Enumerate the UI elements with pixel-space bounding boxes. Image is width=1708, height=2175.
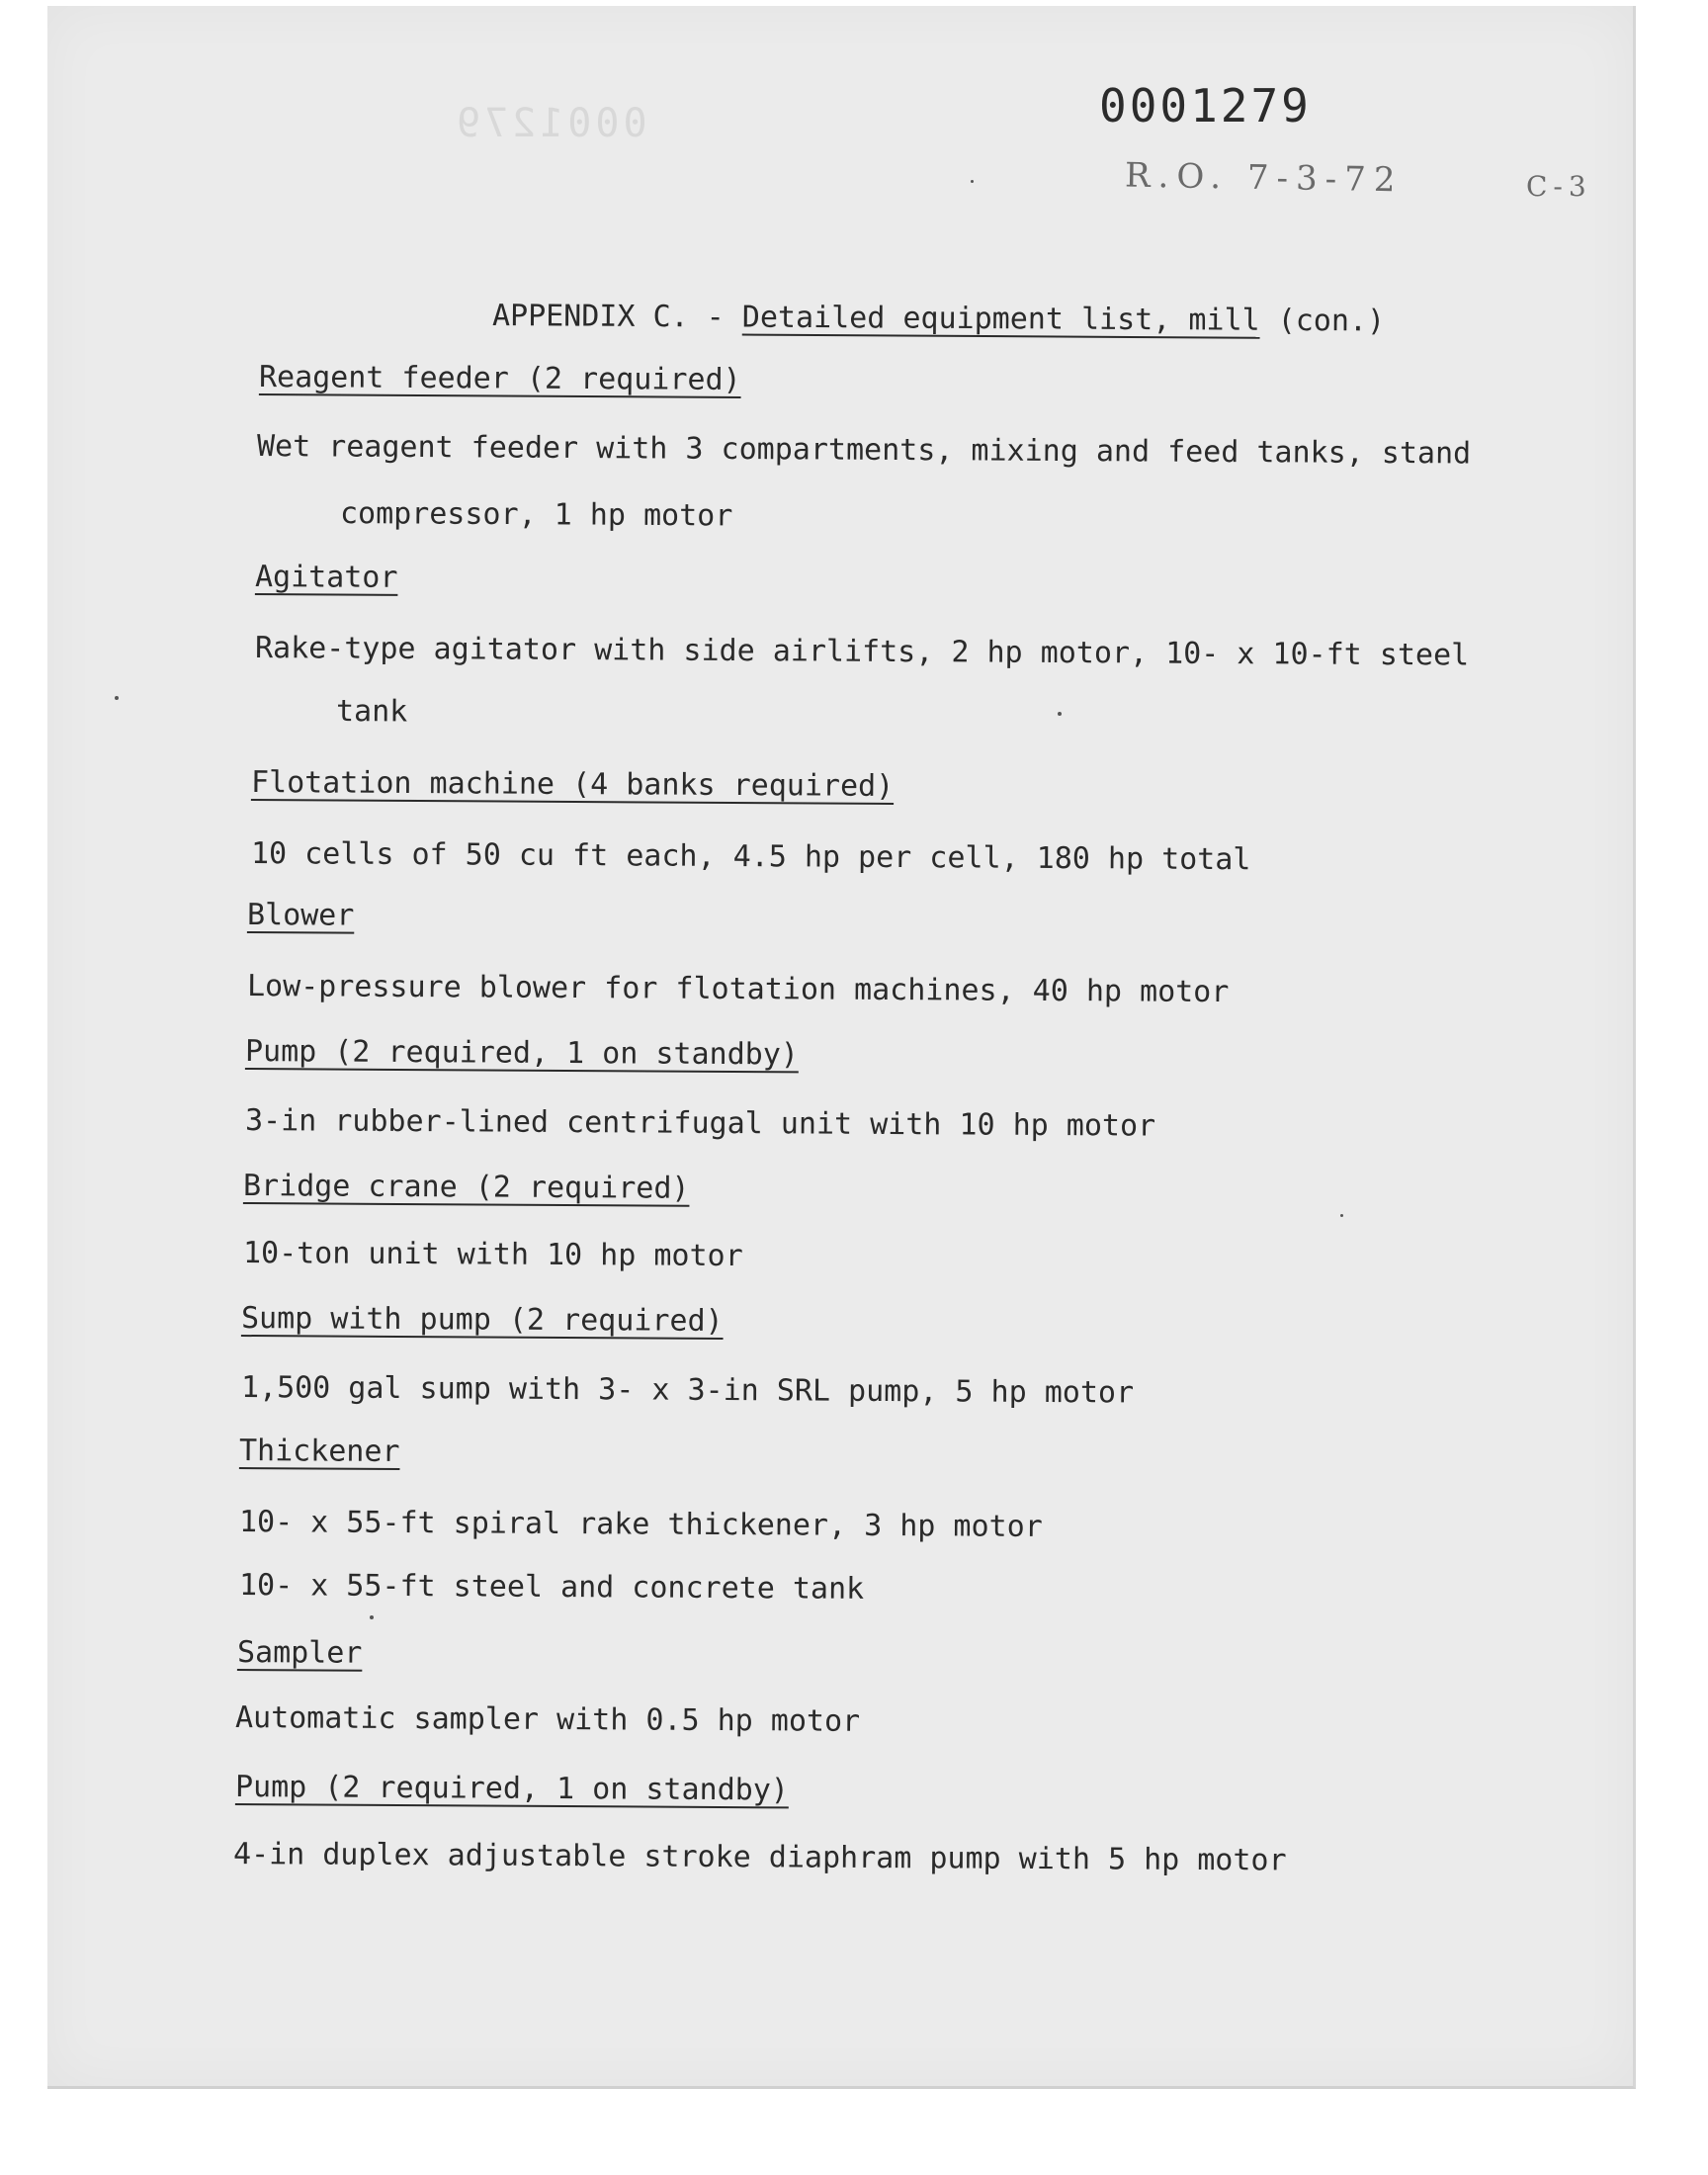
scan-speck (1340, 1214, 1343, 1217)
bleed-through-number: 0001279 (453, 101, 647, 146)
section-heading-pump: Pump (2 required, 1 on standby) (244, 1034, 800, 1073)
section-heading-sump-with-pump: Sump with pump (2 required) (240, 1301, 724, 1339)
section-heading-thickener: Thickener (238, 1434, 400, 1469)
scan-speck (370, 1615, 374, 1619)
page-reference: C-3 (1526, 170, 1592, 203)
title-suffix: (con.) (1259, 303, 1386, 339)
scan-speck (115, 696, 119, 700)
scan-speck (971, 180, 974, 183)
page-title (492, 299, 1385, 339)
section-text-line: Wet reagent feeder with 3 compartments, mixing and feed tanks, stand (256, 429, 1472, 472)
section-text-line: 10 cells of 50 cu ft each, 4.5 hp per cell, 180 hp total (250, 836, 1251, 878)
section-heading-pump: Pump (2 required, 1 on standby) (234, 1770, 790, 1808)
section-text-line: 10- x 55-ft steel and concrete tank (238, 1568, 865, 1607)
section-heading-reagent-feeder: Reagent feeder (2 required) (258, 360, 741, 397)
title-prefix: APPENDIX C. - (491, 299, 742, 335)
section-text-line: compressor, 1 hp motor (339, 496, 733, 534)
section-heading-agitator: Agitator (254, 560, 398, 595)
section-heading-bridge-crane: Bridge crane (2 required) (242, 1169, 690, 1206)
document-page (47, 6, 1636, 2089)
section-text-line: Automatic sampler with 0.5 hp motor (234, 1700, 861, 1739)
scan-speck (1058, 712, 1062, 716)
section-heading-flotation-machine: Flotation machine (4 banks required) (250, 765, 895, 804)
section-text-line: Low-pressure blower for flotation machines, 40 hp motor (246, 969, 1230, 1010)
section-text-line: 3-in rubber-lined centrifugal unit with 10 hp motor (244, 1103, 1156, 1144)
section-text-line: 10-ton unit with 10 hp motor (242, 1236, 743, 1274)
section-heading-blower: Blower (246, 898, 355, 933)
section-text-line: tank (335, 694, 408, 730)
section-text-line: 4-in duplex adjustable stroke diaphram pump with 5 hp motor (232, 1837, 1287, 1878)
section-text-line: 1,500 gal sump with 3- x 3-in SRL pump, 5 hp motor (240, 1370, 1135, 1411)
stamped-document-number: 0001279 (1099, 79, 1312, 132)
handwritten-date: R.O. 7-3-72 (1124, 155, 1404, 201)
section-text-line: 10- x 55-ft spiral rake thickener, 3 hp motor (238, 1505, 1043, 1544)
title-underlined: Detailed equipment list, mill (741, 300, 1260, 338)
section-text-line: Rake-type agitator with side airlifts, 2 hp motor, 10- x 10-ft steel (254, 631, 1470, 673)
section-heading-sampler: Sampler (236, 1635, 363, 1671)
